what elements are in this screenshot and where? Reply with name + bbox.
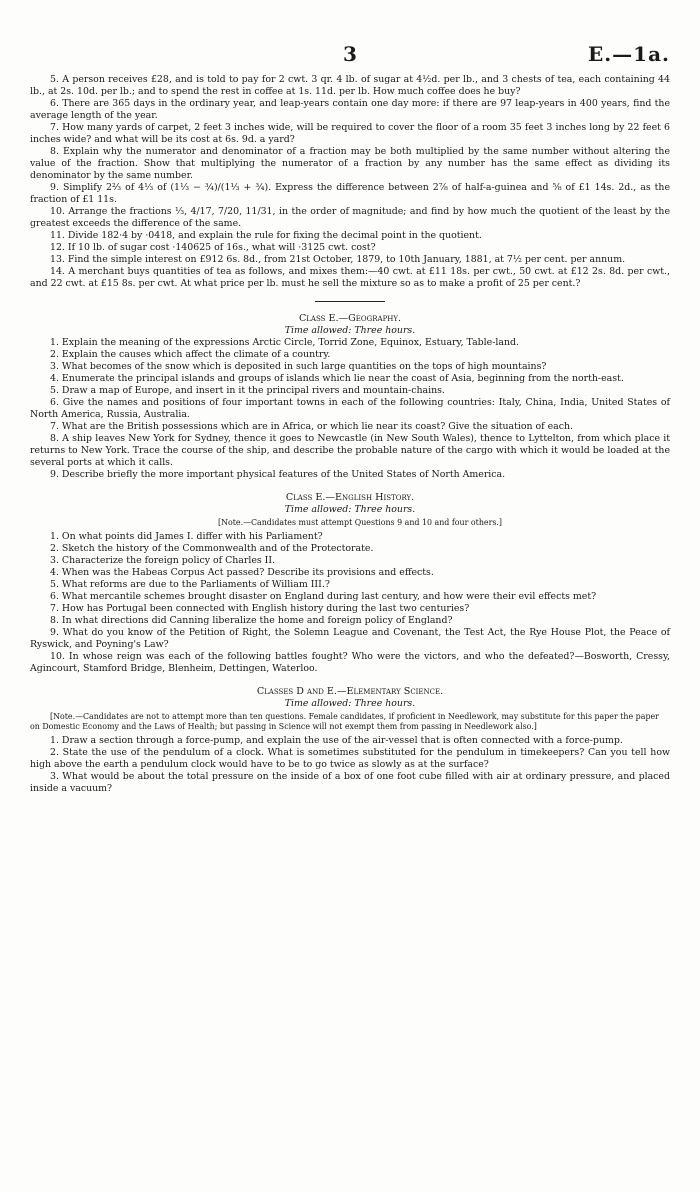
- question: 5. A person receives £28, and is told to pay for 2 cwt. 3 qr. 4 lb. of sugar at 4½d. per lb., and 3 chests of tea, each containing 44 lb., at 2s. 10d. per lb.; and to spend the rest in coffee at 1s. 11d. per lb. How much coffee does he buy?: [30, 74, 670, 97]
- question: 1. Draw a section through a force-pump, and explain the use of the air-vessel that is often connected with a force-pump.: [50, 735, 623, 746]
- question: 5. What reforms are due to the Parliaments of William III.?: [50, 579, 330, 590]
- question: 7. How many yards of carpet, 2 feet 3 inches wide, will be required to cover the floor of a room 35 feet 3 inches long by 22 feet 6 inches wide? and what will be its cost at 6s. 9d. a yard?: [30, 122, 670, 145]
- history-section: [30, 491, 670, 675]
- document-reference: E.—1a.: [587, 42, 670, 66]
- page-content: [30, 74, 670, 795]
- question: 14. A merchant buys quantities of tea as follows, and mixes them:—40 cwt. at £11 18s. per cwt., 50 cwt. at £12 2s. 8d. per cwt., and 22 cwt. at £15 8s. per cwt. At what price per lb. must he sell the mixture so as to make a profit of 25 per cent.?: [30, 266, 670, 289]
- science-section: [30, 685, 670, 795]
- question: 3. What would be about the total pressure on the inside of a box of one foot cube filled with air at ordinary pressure, and placed inside a vacuum?: [30, 771, 670, 794]
- question: 4. Enumerate the principal islands and groups of islands which lie near the coast of Asia, beginning from the north-east.: [50, 373, 624, 384]
- section-note: [Note.—Candidates must attempt Questions 9 and 10 and four others.]: [218, 518, 502, 527]
- question: 8. A ship leaves New York for Sydney, thence it goes to Newcastle (in New South Wales), thence to Lyttelton, from which place it returns to New York. Trace the course of the ship, and describe the probable nature of the cargo with which it would be loaded at the several ports at which it calls.: [30, 433, 670, 468]
- question: 3. What becomes of the snow which is deposited in such large quantities on the tops of high mountains?: [50, 361, 547, 372]
- time-allowed: Time allowed: Three hours.: [284, 504, 416, 515]
- section-title: Class E.—English History.: [285, 492, 415, 503]
- section-title: Class E.—Geography.: [298, 313, 402, 324]
- question: 1. On what points did James I. differ with his Parliament?: [50, 531, 323, 542]
- question: 3. Characterize the foreign policy of Charles II.: [50, 555, 276, 566]
- question: 12. If 10 lb. of sugar cost ·140625 of 16s., what will ·3125 cwt. cost?: [50, 242, 376, 253]
- question: 11. Divide 182·4 by ·0418, and explain the rule for fixing the decimal point in the quotient.: [50, 230, 482, 241]
- question: 8. Explain why the numerator and denominator of a fraction may be both multiplied by the same number without altering the value of the fraction. Show that multiplying the numerator of a fraction by any number has the same effect as dividing its denominator by the same number.: [30, 146, 670, 181]
- question: 6. Give the names and positions of four important towns in each of the following countries: Italy, China, India, United States of North America, Russia, Australia.: [30, 397, 670, 420]
- geography-section: [30, 312, 670, 481]
- question: 2. Explain the causes which affect the climate of a country.: [50, 349, 331, 360]
- question: 10. Arrange the fractions ⅓, 4/17, 7/20, 11/31, in the order of magnitude; and find by how much the quotient of the least by the greatest exceeds the difference of the same.: [30, 206, 670, 229]
- section-title: Classes D and E.—Elementary Science.: [256, 686, 444, 697]
- page-header: [0, 42, 700, 74]
- question: 5. Draw a map of Europe, and insert in it the principal rivers and mountain-chains.: [50, 385, 445, 396]
- question: 7. What are the British possessions which are in Africa, or which lie near its coast? Give the situation of each.: [50, 421, 574, 432]
- section-note: [Note.—Candidates are not to attempt more than ten questions. Female candidates, if proficient in Needlework, may substitute for this paper the paper on Domestic Economy and the Laws of Health; but passing in Science will not exempt them from passing in Needlework also.]: [30, 712, 659, 731]
- question: 4. When was the Habeas Corpus Act passed? Describe its provisions and effects.: [50, 567, 434, 578]
- time-allowed: Time allowed: Three hours.: [284, 698, 416, 709]
- question: 6. What mercantile schemes brought disaster on England during last century, and how were their evil effects met?: [50, 591, 597, 602]
- question: 6. There are 365 days in the ordinary year, and leap-years contain one day more: if there are 97 leap-years in 400 years, find the average length of the year.: [30, 98, 670, 121]
- arithmetic-section: [30, 74, 670, 290]
- section-divider: [315, 301, 385, 302]
- question: 2. Sketch the history of the Commonwealth and of the Protectorate.: [50, 543, 374, 554]
- question: 9. Simplify 2⅔ of 4⅓ of (1⅓ − ¾)/(1⅓ + ¾). Express the difference between 2⅞ of half-a-guinea and ⅝ of £1 14s. 2d., as the fraction of £1 11s.: [30, 182, 670, 205]
- question: 9. Describe briefly the more important physical features of the United States of North America.: [50, 469, 506, 480]
- question: 9. What do you know of the Petition of Right, the Solemn League and Covenant, the Test Act, the Rye House Plot, the Peace of Ryswick, and Poyning's Law?: [30, 627, 670, 650]
- page-number: 3: [343, 42, 357, 66]
- time-allowed: Time allowed: Three hours.: [284, 325, 416, 336]
- question: 7. How has Portugal been connected with English history during the last two centuries?: [50, 603, 470, 614]
- question: 2. State the use of the pendulum of a clock. What is sometimes substituted for the pendulum in timekeepers? Can you tell how high above the earth a pendulum clock would have to be to go twice as slowly as at the surface?: [30, 747, 670, 770]
- question: 13. Find the simple interest on £912 6s. 8d., from 21st October, 1879, to 10th January, 1881, at 7½ per cent. per annum.: [50, 254, 626, 265]
- question: 10. In whose reign was each of the following battles fought? Who were the victors, and who the defeated?—Bosworth, Cressy, Agincourt, Stamford Bridge, Blenheim, Dettingen, Waterloo.: [30, 651, 670, 674]
- question: 1. Explain the meaning of the expressions Arctic Circle, Torrid Zone, Equinox, Estuary, Table-land.: [50, 337, 519, 348]
- question: 8. In what directions did Canning liberalize the home and foreign policy of England?: [50, 615, 453, 626]
